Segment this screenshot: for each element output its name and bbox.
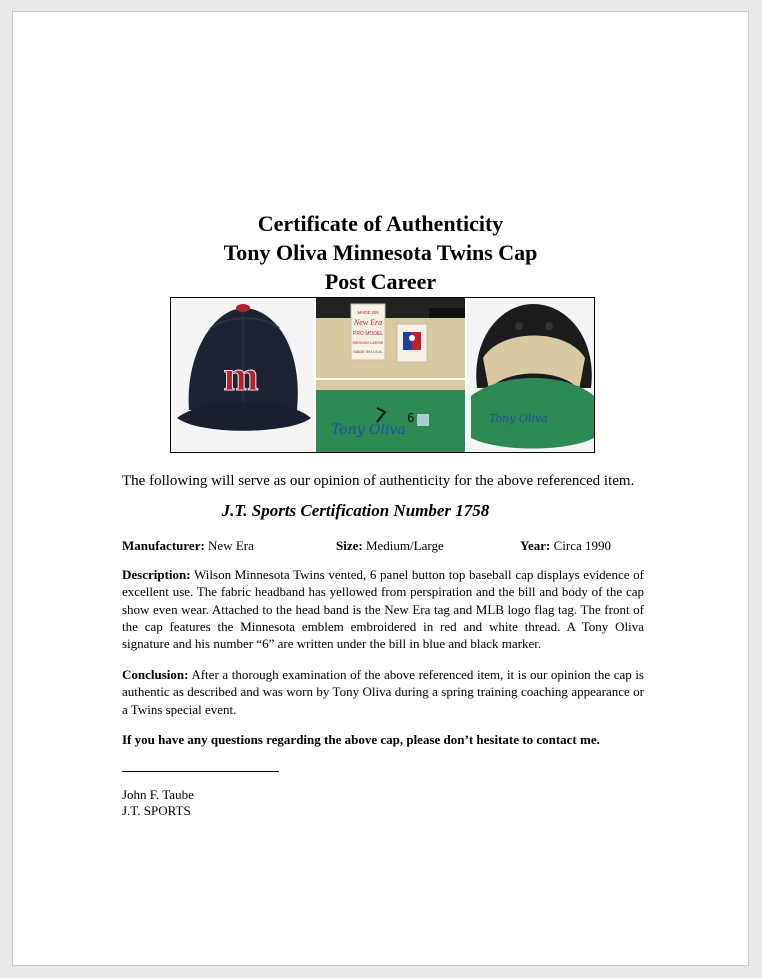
cap-photo-strip	[170, 297, 595, 453]
year-spec	[520, 537, 611, 554]
signature-line	[122, 771, 279, 772]
title-line-2: Tony Oliva Minnesota Twins Cap	[223, 240, 538, 265]
item-specs	[122, 537, 644, 555]
intro-paragraph: The following will serve as our opinion of authenticity for the above referenced item.	[122, 473, 635, 489]
cap-interior-photo	[467, 298, 594, 452]
signature-number: 6	[407, 411, 415, 425]
signer-name: John F. Taube	[122, 787, 194, 802]
title-line-1: Certificate of Authenticity	[257, 211, 504, 236]
svg-text:MADE ON: MADE ON	[357, 310, 379, 315]
size-value: Medium/Large	[365, 538, 444, 553]
size-label: Size:	[336, 538, 363, 553]
signature-text: Tony Oliva	[331, 422, 406, 438]
conclusion-text: After a thorough examination of the above referenced item, it is our opinion the cap is authentic as described and was worn by Tony Oliva during a spring training coaching appearance or a Twins special event.	[122, 667, 644, 717]
cap-tags-photo	[316, 298, 465, 378]
certification-number: J.T. Sports Certification Number 1758	[221, 501, 490, 520]
cap-logo-text: m	[223, 354, 259, 400]
year-value: Circa 1990	[553, 538, 611, 553]
conclusion-paragraph	[122, 666, 644, 718]
cap-front-photo	[171, 298, 314, 452]
svg-text:MEDIUM LARGE: MEDIUM LARGE	[352, 340, 384, 345]
document-page	[12, 11, 749, 966]
manufacturer-spec	[122, 537, 254, 554]
underbill-signature-photo	[316, 380, 465, 452]
contact-note: If you have any questions regarding the above cap, please don’t hesitate to contact me.	[122, 732, 600, 747]
svg-text:Tony Oliva: Tony Oliva	[489, 412, 548, 425]
description-text: Wilson Minnesota Twins vented, 6 panel button top baseball cap displays evidence of excellent use. The fabric headband has yellowed from perspiration and the bill and body of the cap show even wear. Attached to the head band is the New Era tag and MLB logo flag tag. The front of the cap features the Minnesota emblem embroidered in red and white thread. A Tony Oliva signature and his number “6” are written under the bill in blue and black marker.	[122, 567, 644, 652]
title-line-3: Post Career	[324, 269, 437, 294]
signer-block	[122, 787, 644, 819]
manufacturer-value: New Era	[208, 538, 254, 553]
year-label: Year:	[520, 538, 551, 553]
manufacturer-label: Manufacturer:	[122, 538, 205, 553]
description-paragraph	[122, 566, 644, 652]
svg-text:PRO MODEL: PRO MODEL	[352, 331, 384, 337]
size-spec	[336, 537, 444, 554]
conclusion-label: Conclusion:	[122, 667, 189, 682]
description-label: Description:	[122, 567, 191, 582]
svg-text:MADE IN U.S.A.: MADE IN U.S.A.	[353, 349, 383, 354]
svg-text:New Era: New Era	[353, 318, 383, 327]
signer-company: J.T. SPORTS	[122, 803, 191, 818]
certificate-title	[13, 209, 748, 296]
